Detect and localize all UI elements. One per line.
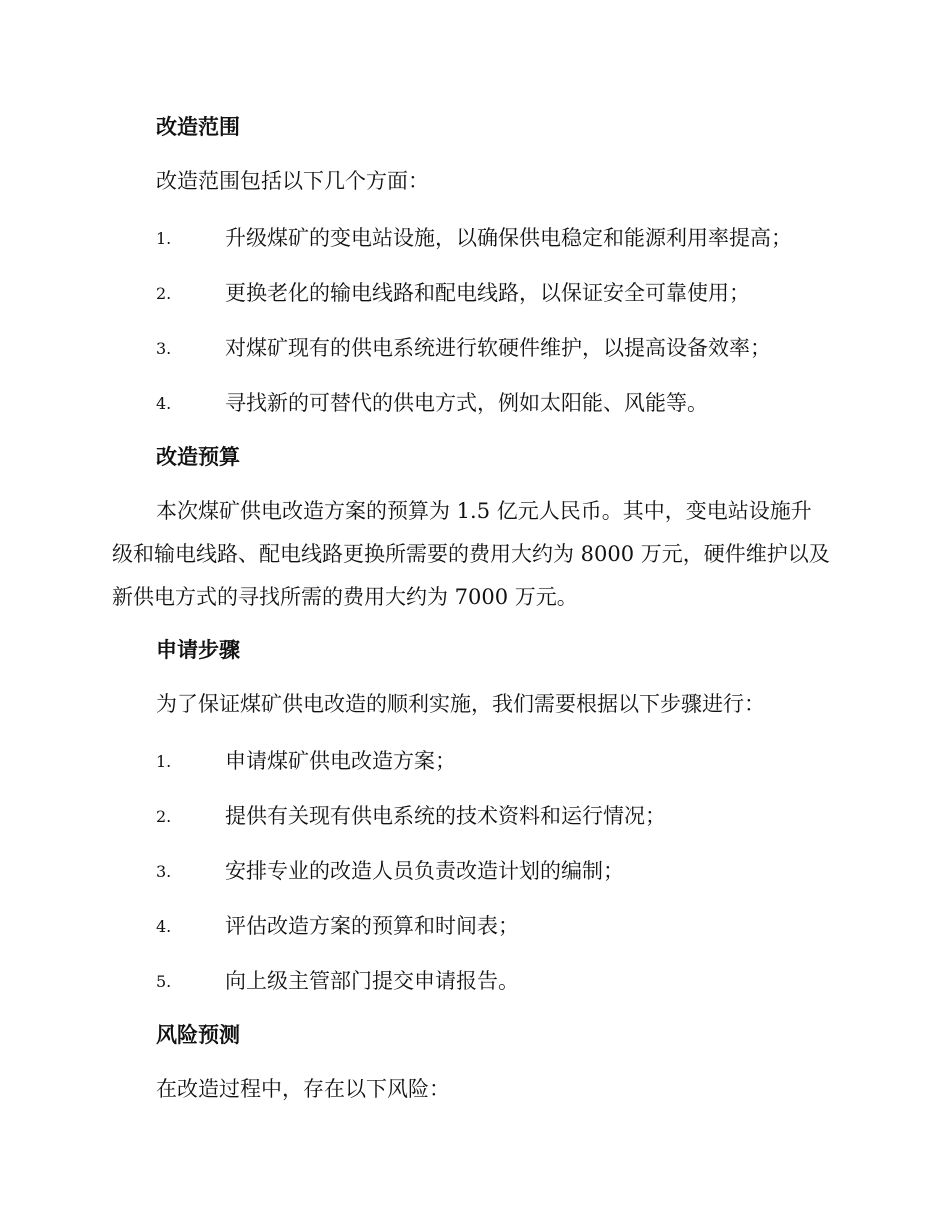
section-heading-scope: 改造范围 — [156, 114, 240, 139]
list-item — [156, 749, 856, 773]
list-number: 3. — [156, 339, 172, 358]
list-item — [156, 391, 856, 415]
list-item — [156, 804, 856, 828]
list-item — [156, 336, 856, 360]
list-text: 申请煤矿供电改造方案； — [225, 749, 456, 773]
list-number: 4. — [156, 917, 172, 936]
list-text: 对煤矿现有的供电系统进行软硬件维护，以提高设备效率； — [225, 336, 771, 360]
list-item — [156, 859, 856, 883]
section-intro-scope: 改造范围包括以下几个方面： — [156, 169, 429, 193]
list-number: 2. — [156, 284, 172, 303]
list-text: 评估改造方案的预算和时间表； — [225, 914, 519, 938]
list-number: 5. — [156, 972, 172, 991]
list-text: 提供有关现有供电系统的技术资料和运行情况； — [225, 804, 666, 828]
budget-paragraph-line-2: 级和输电线路、配电线路更换所需要的费用大约为 8000 万元，硬件维护以及 — [112, 542, 830, 566]
list-text: 升级煤矿的变电站设施，以确保供电稳定和能源利用率提高； — [225, 226, 792, 250]
budget-paragraph-line-1: 本次煤矿供电改造方案的预算为 1.5 亿元人民币。其中，变电站设施升 — [156, 499, 812, 523]
list-number: 3. — [156, 862, 172, 881]
section-heading-budget: 改造预算 — [156, 444, 240, 469]
list-number: 4. — [156, 394, 172, 413]
list-item — [156, 969, 856, 993]
budget-paragraph-line-3: 新供电方式的寻找所需的费用大约为 7000 万元。 — [112, 585, 578, 609]
section-intro-steps: 为了保证煤矿供电改造的顺利实施，我们需要根据以下步骤进行： — [156, 692, 765, 716]
list-number: 1. — [156, 752, 172, 771]
list-text: 向上级主管部门提交申请报告。 — [225, 969, 519, 993]
list-item — [156, 281, 856, 305]
list-text: 更换老化的输电线路和配电线路，以保证安全可靠使用； — [225, 281, 750, 305]
section-heading-steps: 申请步骤 — [156, 637, 240, 662]
list-number: 2. — [156, 807, 172, 826]
section-intro-risk: 在改造过程中，存在以下风险： — [156, 1077, 450, 1101]
section-heading-risk: 风险预测 — [156, 1022, 240, 1047]
list-item — [156, 226, 856, 250]
list-text: 安排专业的改造人员负责改造计划的编制； — [225, 859, 624, 883]
list-number: 1. — [156, 229, 172, 248]
list-text: 寻找新的可替代的供电方式，例如太阳能、风能等。 — [225, 391, 708, 415]
list-item — [156, 914, 856, 938]
